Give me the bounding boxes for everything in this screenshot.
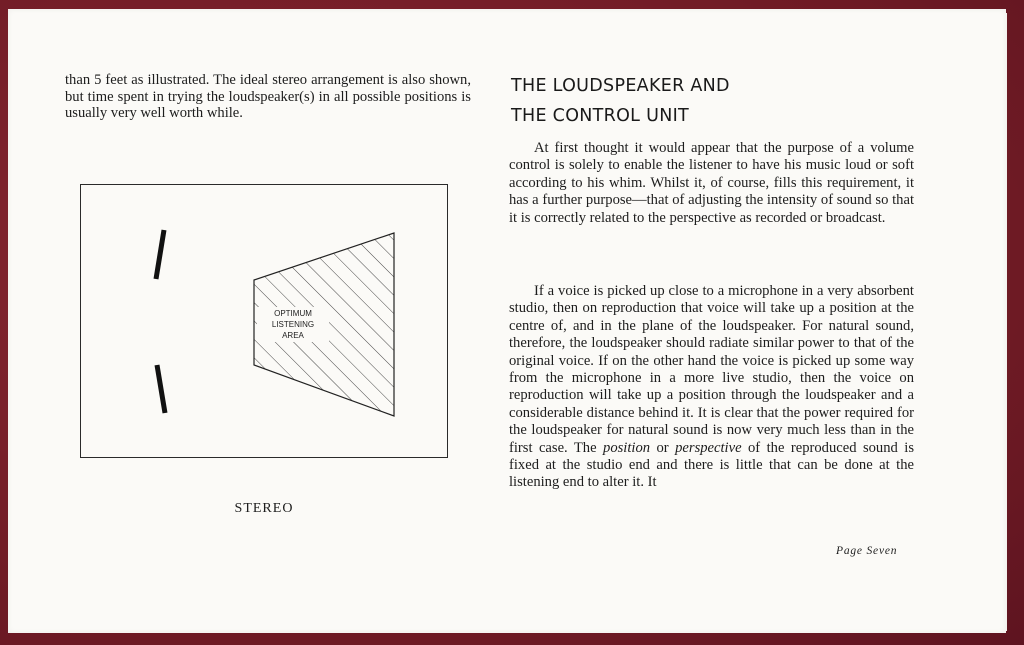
left-loudspeaker xyxy=(156,230,164,279)
area-label-line-1: OPTIMUM xyxy=(274,309,312,318)
area-label-line-3: AREA xyxy=(282,331,304,340)
paragraph2-part-b: or xyxy=(650,439,676,456)
optimum-listening-area-label xyxy=(257,307,329,342)
position-emphasis: position xyxy=(603,439,651,456)
voice-perspective-paragraph xyxy=(509,283,914,492)
page-number: Page Seven xyxy=(836,545,898,557)
area-label-line-2: LISTENING xyxy=(271,320,315,329)
book-page xyxy=(8,9,1006,633)
volume-control-paragraph: At first thought it would appear that the purpose of a volume control is solely to enable the listener to have his music loud or soft according to his whim. Whilst it, of course, fills this requirement, it has a further purpose—that of adjusting the intensity of sound so that it is correctly related to the perspective as recorded or broadcast. xyxy=(509,140,914,226)
section-heading xyxy=(511,71,931,131)
heading-line-2: THE CONTROL UNIT xyxy=(511,106,690,126)
figure-caption: STEREO xyxy=(234,501,294,516)
stereo-diagram xyxy=(80,184,448,458)
perspective-emphasis: perspective xyxy=(675,439,742,456)
heading-line-1: THE LOUDSPEAKER AND xyxy=(511,76,730,96)
paragraph2-part-c: of the reproduced sound is fixed at the studio end and there is little that can be done at the listening end to alter it. It xyxy=(509,439,914,491)
left-intro-paragraph: than 5 feet as illustrated. The ideal stereo arrangement is also shown, but time spent in trying the loudspeaker(s) in all possible positions is usually very well worth while. xyxy=(65,72,471,121)
paragraph2-part-a: If a voice is picked up close to a microphone in a very absorbent studio, then on reproduction that voice will take up a position at the centre of, and in the plane of the loudspeaker. For natural sound, therefore, the loudspeaker should radiate similar power to that of the original voice. If on the other hand the voice is picked up some way from the microphone in a more live studio, then the voice on reproduction will take up a position through the loudspeaker and a considerable distance behind it. It is clear that the power required for the loudspeaker for natural sound is now very much less than in the first case. The xyxy=(509,283,914,456)
right-loudspeaker xyxy=(157,365,165,413)
